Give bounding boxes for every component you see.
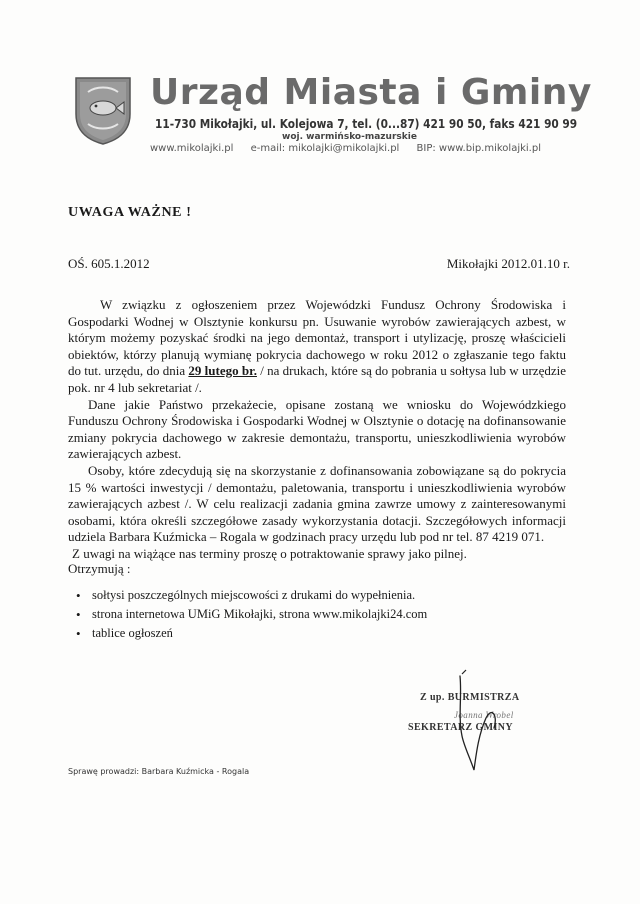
bip-link[interactable]: BIP: www.bip.mikolajki.pl (416, 143, 541, 154)
contact-line (150, 143, 555, 154)
list-item: • tablice ogłoszeń (68, 624, 568, 643)
letter-body (68, 297, 566, 563)
list-item: • sołtysi poszczególnych miejscowości z drukami do wypełnienia. (68, 586, 568, 605)
stamp-line-2: Joanna Wrobel (454, 710, 514, 720)
paragraph-4: Z uwagi na wiążące nas terminy proszę o potraktowanie sprawy jako pilnej. (72, 545, 467, 561)
fish-coat-of-arms-icon (74, 76, 132, 146)
case-handler: Sprawę prowadzi: Barbara Kuźmicka - Rogala (68, 767, 250, 776)
paragraph-1 (68, 297, 566, 397)
paragraph-1-text-end: / na drukach, które są do pobrania u sołtysa lub w urzędzie pok. nr 4 lub sekretariat /. (68, 363, 566, 395)
recipients-label: Otrzymują : (68, 561, 131, 576)
deadline-date: 29 lutego br. (188, 363, 257, 379)
paragraph-2: Dane jakie Państwo przekażecie, opisane zostaną we wniosku do Wojewódzkiego Funduszu Ochrony Środowiska i Gospodarki Wodnej w Olsztynie o dotację na dofinansowanie zmiany pokrycia dachowego w zakresie demontażu, transportu, unieszkodliwienia wyrobów zawierających azbest. (68, 396, 566, 462)
notice-heading: UWAGA WAŻNE ! (68, 205, 192, 220)
list-item: • strona internetowa UMiG Mikołajki, strona www.mikolajki24.com (68, 605, 568, 624)
paragraph-3: Osoby, które zdecydują się na skorzystanie z dofinansowania zobowiązane są do pokrycia 15 % wartości inwestycji / demontażu, paletowania, transportu i unieszkodliwienia wyrobów zawierających azbest /. W celu realizacji zadania gmina zawrze umowy z zainteresowanymi osobami, która określi szczegółowe zasady wykorzystania dotacji. Szczegółowych informacji udziela Barbara Kuźmicka – Rogala w godzinach pracy urzędu lub pod nr tel. 87 4219 071. (68, 462, 566, 545)
stamp-line-3: SEKRETARZ GMINY (408, 722, 513, 733)
place-and-date: Mikołajki 2012.01.10 r. (446, 256, 570, 271)
organization-address: 11-730 Mikołajki, ul. Kolejowa 7, tel. (0...87) 421 90 50, faks 421 90 99 (155, 117, 578, 131)
website-link[interactable]: www.mikolajki.pl (150, 143, 234, 154)
recipients-list (68, 586, 568, 643)
organization-name: Urząd Miasta i Gminy (150, 72, 592, 113)
organization-region: woj. warmińsko-mazurskie (282, 132, 417, 142)
paragraph-1-text: W związku z ogłoszeniem przez Wojewódzki Fundusz Ochrony Środowiska i Gospodarki Wodnej w Olsztynie konkursu pn. Usuwanie wyrobów zawierających azbest, w którym możemy pozyskać środki na jego demontaż, transport i utylizację, proszę właścicieli obiektów, którzy planują wymianę pokrycia dachowego w roku 2012 o zgłaszanie tego faktu do tut. urzędu, do dnia (68, 297, 566, 379)
reference-number: OŚ. 605.1.2012 (68, 256, 150, 271)
handwritten-signature (440, 666, 510, 776)
stamp-line-1: Z up. BURMISTRZA (420, 692, 520, 703)
email-link[interactable]: e-mail: mikolajki@mikolajki.pl (250, 143, 400, 154)
